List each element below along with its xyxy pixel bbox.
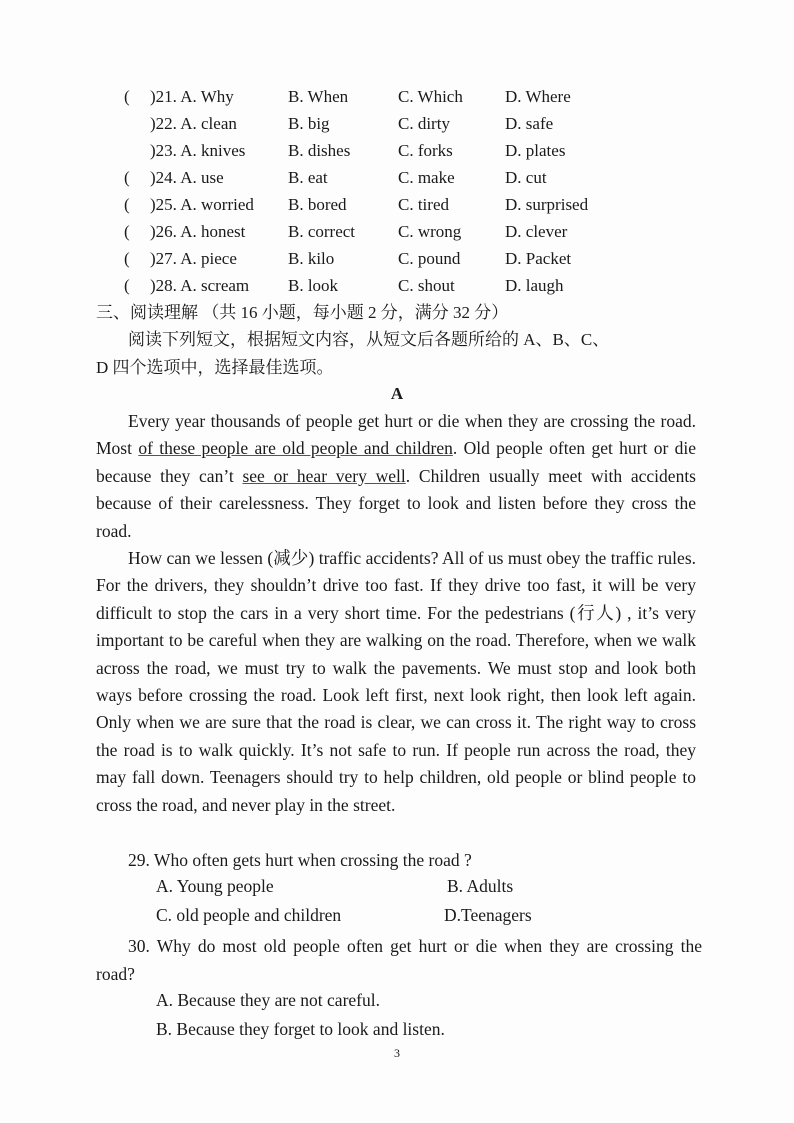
- q30-option-a: A. Because they are not careful.: [156, 990, 380, 1010]
- underlined-text: see or hear very well: [242, 465, 406, 486]
- option-b: B. correct: [288, 222, 356, 241]
- answer-paren: (: [124, 276, 130, 295]
- underlined-text: of these people are old people and children: [138, 438, 453, 459]
- option-b: B. look: [288, 276, 339, 295]
- option-d: D. laugh: [505, 276, 564, 295]
- text: Every year thousands of people get hurt or die when they are crossing the road. Most: [96, 411, 696, 459]
- section-instructions: [96, 326, 696, 382]
- option-d: D. clever: [505, 222, 568, 241]
- option-d: D. Where: [505, 87, 571, 106]
- question-30-stem: 30. Why do most old people often get hurt or die when they are crossing the road?: [96, 936, 702, 984]
- option-d: D. Packet: [505, 249, 572, 268]
- q29-option-b: B. Adults: [447, 876, 514, 896]
- reading-passage: [96, 408, 696, 819]
- option-b: B. dishes: [288, 141, 351, 160]
- answer-paren: (: [124, 249, 130, 268]
- option-c: C. Which: [398, 87, 463, 106]
- option-a: )24. A. use: [150, 168, 224, 187]
- text: . Children usually meet with accidents because of their carelessness. They forget to look and listen before they cross the road.: [96, 465, 696, 541]
- option-a: )27. A. piece: [150, 249, 237, 268]
- option-a: )23. A. knives: [150, 141, 246, 160]
- option-d: D. safe: [505, 114, 554, 133]
- option-b: B. kilo: [288, 249, 335, 268]
- answer-paren: (: [124, 195, 130, 214]
- option-c: C. shout: [398, 276, 455, 295]
- answer-paren: (: [124, 168, 130, 187]
- option-a: )26. A. honest: [150, 222, 246, 241]
- passage-paragraph-2: How can we lessen (减少) traffic accidents? All of us must obey the traffic rules. For the drivers, they shouldn’t drive too fast. If they drive too fast, it will be very difficult to stop the cars in a very short time. For the pedestrians (行人) , it’s very important to be careful when they are walking on the road. Therefore, when we walk across the road, we must try to walk the pavements. We must stop and look both ways before crossing the road. Look left first, next look right, then look left again. Only when we are sure that the road is clear, we can cross it. The right way to cross the road is to walk quickly. It’s not safe to run. If people run across the road, they may fall down. Teenagers should try to help children, old people or blind people to cross the road, and never play in the street.: [96, 548, 696, 815]
- option-c: C. pound: [398, 249, 461, 268]
- option-a: )25. A. worried: [150, 195, 254, 214]
- option-b: B. When: [288, 87, 349, 106]
- answer-paren: (: [124, 222, 130, 241]
- option-d: D. cut: [505, 168, 547, 187]
- instruction-line-2: D 四个选项中，选择最佳选项。: [96, 358, 334, 377]
- option-b: B. bored: [288, 195, 347, 214]
- option-c: C. tired: [398, 195, 449, 214]
- passage-paragraph-1: [96, 408, 696, 545]
- option-a: )28. A. scream: [150, 276, 250, 295]
- text: . Old people often get hurt or die because they can’t: [96, 438, 697, 486]
- option-c: C. make: [398, 168, 455, 187]
- q29-option-d: D.Teenagers: [444, 905, 532, 925]
- option-c: C. wrong: [398, 222, 462, 241]
- answer-paren: (: [124, 87, 130, 106]
- q29-option-c: C. old people and children: [156, 905, 342, 925]
- instruction-line-1: 阅读下列短文，根据短文内容，从短文后各题所给的 A、B、C、: [128, 330, 610, 349]
- option-a: )22. A. clean: [150, 114, 237, 133]
- option-b: B. big: [288, 114, 330, 133]
- section-heading: 三、阅读理解 （共 16 小题，每小题 2 分，满分 32 分）: [96, 303, 509, 322]
- page-number: 3: [394, 1046, 400, 1060]
- option-b: B. eat: [288, 168, 328, 187]
- option-d: D. surprised: [505, 195, 589, 214]
- question-29-stem: 29. Who often gets hurt when crossing the road ?: [128, 850, 472, 870]
- option-d: D. plates: [505, 141, 566, 160]
- passage-label: A: [390, 384, 404, 403]
- option-c: C. forks: [398, 141, 453, 160]
- option-c: C. dirty: [398, 114, 450, 133]
- q30-option-b: B. Because they forget to look and listen.: [156, 1019, 445, 1039]
- q29-option-a: A. Young people: [156, 876, 274, 896]
- option-a: )21. A. Why: [150, 87, 234, 106]
